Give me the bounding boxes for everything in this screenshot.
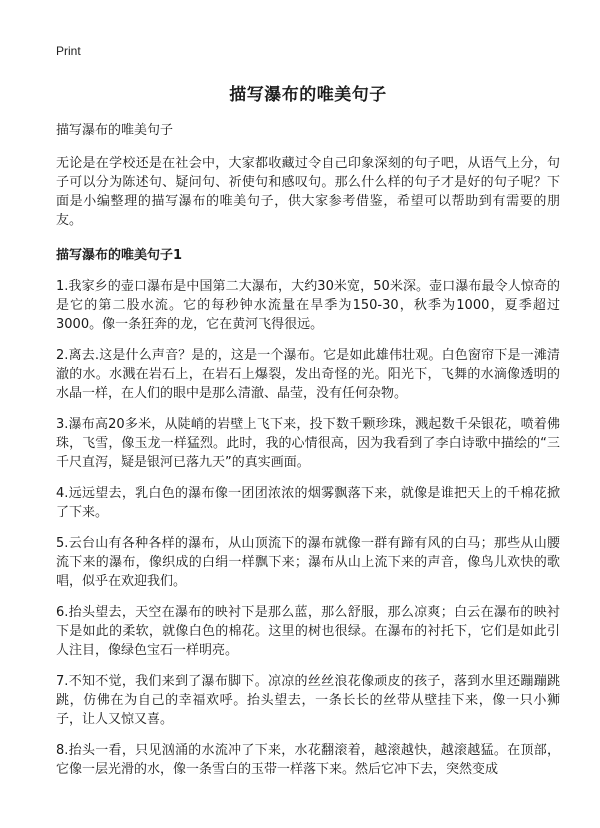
print-link[interactable]: Print (56, 44, 81, 58)
list-item: 1.我家乡的壶口瀑布是中国第二大瀑布，大约30米宽，50米深。壶口瀑布最令人惊奇的是它的第二股水流。它的每秒钟水流量在旱季为150-30，秋季为1000，夏季超过3000。像一条狂奔的龙，它在黄河飞得很远。 (56, 279, 560, 332)
section-heading: 描写瀑布的唯美句子1 (56, 248, 183, 263)
list-item: 2.离去.这是什么声音？是的，这是一个瀑布。它是如此雄伟壮观。白色窗帘下是一滩清澈的水。水溅在岩石上，在岩石上爆裂，发出奇怪的光。阳光下，飞舞的水滴像透明的水晶一样，在人们的眼中是那么清澈、晶莹，没有任何杂物。 (56, 348, 560, 401)
list-item: 5.云台山有各种各样的瀑布，从山顶流下的瀑布就像一群有蹄有风的白马；那些从山腰流下来的瀑布，像织成的白绢一样飘下来；瀑布从山上流下来的声音，像鸟儿欢快的歌唱，似乎在欢迎我们。 (56, 536, 560, 589)
list-item: 8.抬头一看，只见汹涌的水流冲了下来，水花翻滚着，越滚越快，越滚越猛。在顶部，它像一层光滑的水，像一条雪白的玉带一样落下来。然后它冲下去，突然变成 (56, 743, 560, 777)
list-item: 7.不知不觉，我们来到了瀑布脚下。凉凉的丝丝浪花像顽皮的孩子，落到水里还蹦蹦跳跳，仿佛在为自己的幸福欢呼。抬头望去，一条长长的丝带从壁挂下来，像一只小狮子，让人又惊又喜。 (56, 674, 560, 727)
list-item: 4.远远望去，乳白色的瀑布像一团团浓浓的烟雾飘落下来，就像是谁把天上的千棉花掀了下来。 (56, 486, 560, 520)
page-title: 描写瀑布的唯美句子 (229, 85, 387, 105)
list-item: 3.瀑布高20多米，从陡峭的岩壁上飞下来，投下数千颗珍珠，溅起数千朵银花，喷着佛珠，飞雪，像玉龙一样猛烈。此时，我的心情很高，因为我看到了李白诗歌中描绘的“三千尺直泻，疑是银河已落九天”的真实画面。 (56, 417, 560, 470)
list-item: 6.抬头望去，天空在瀑布的映衬下是那么蓝，那么舒服，那么凉爽；白云在瀑布的映衬下是如此的柔软，就像白色的棉花。这里的树也很绿。在瀑布的衬托下，它们是如此引人注目，像绿色宝石一样明亮。 (56, 605, 560, 658)
intro-paragraph: 无论是在学校还是在社会中，大家都收藏过令自己印象深刻的句子吧，从语气上分，句子可以分为陈述句、疑问句、祈使句和感叹句。那么什么样的句子才是好的句子呢？下面是小编整理的描写瀑布的唯美句子，供大家参考借鉴，希望可以帮助到有需要的朋友。 (56, 156, 560, 228)
document-subtitle: 描写瀑布的唯美句子 (56, 123, 174, 138)
sentence-list (56, 277, 560, 779)
